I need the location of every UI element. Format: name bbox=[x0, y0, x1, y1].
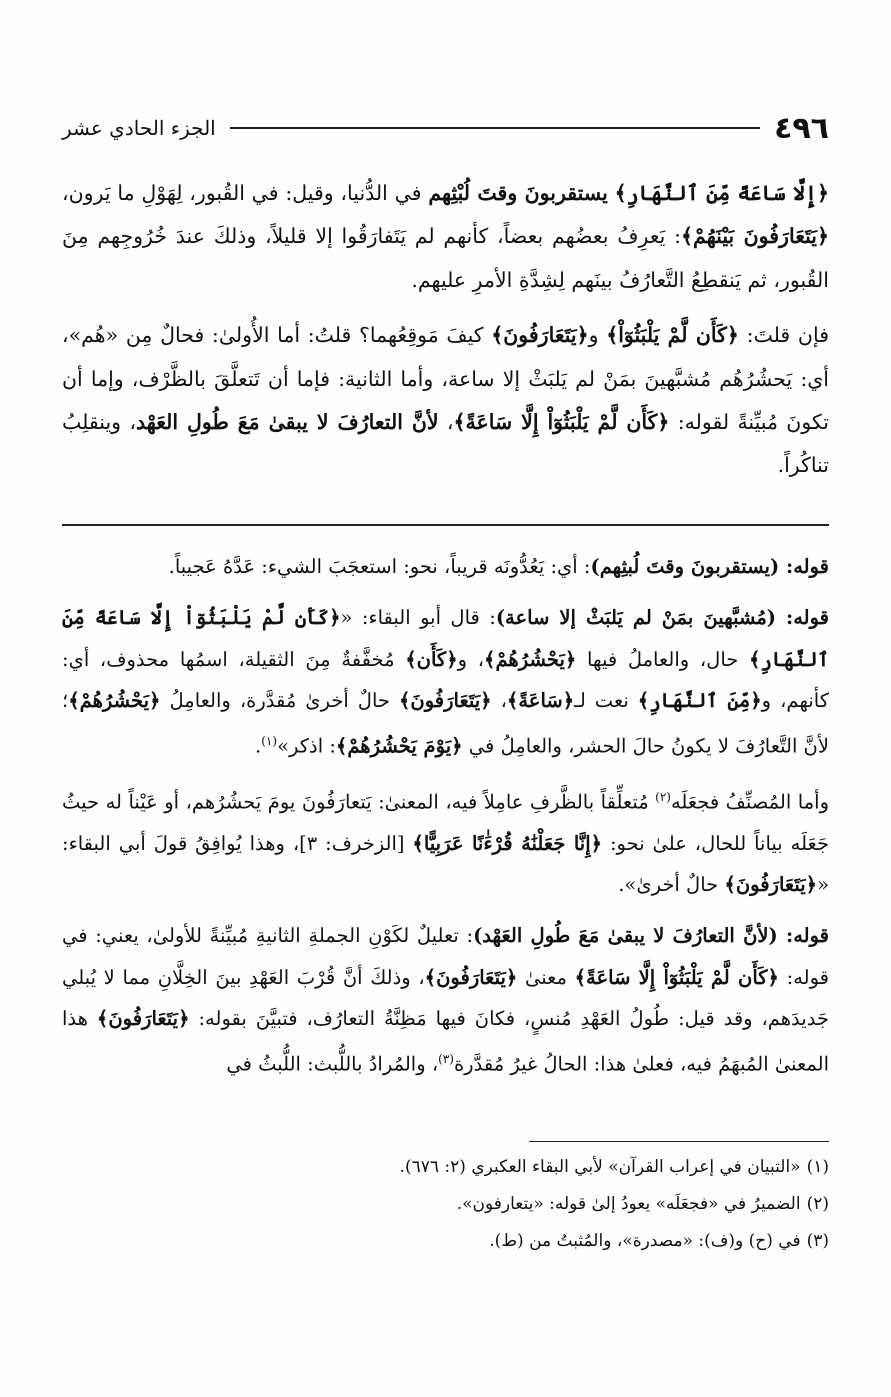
quran-quote: ﴿يَحْشُرُهُمْ﴾ bbox=[484, 647, 577, 671]
text-run: ، و bbox=[457, 647, 485, 671]
text-run: : اذكر» bbox=[277, 734, 336, 758]
quran-quote: ﴿كَأَن لَّمْ يَلْبَثُوٓاْ إِلَّا سَاعَةً مِّنَ ٱلنَّهَارِ﴾ bbox=[62, 606, 829, 671]
quran-quote: ﴿يَتَعَارَفُونَ﴾ bbox=[491, 323, 589, 348]
footnote-ref-2[interactable]: (٢) bbox=[655, 789, 671, 804]
part-title: الجزء الحادي عشر bbox=[62, 116, 216, 140]
footnotes bbox=[62, 1149, 829, 1260]
footnote-number: (٢) bbox=[806, 1194, 829, 1214]
footnote-2 bbox=[62, 1186, 829, 1223]
footnote-text: في (ح) و(ف): «مصدرة»، والمُثبتُ من (ط). bbox=[489, 1231, 801, 1251]
text-run: حالٌ أخرىٰ». bbox=[618, 873, 725, 897]
footnote-number: (٣) bbox=[806, 1231, 829, 1251]
text-run: : قال أبو البقاء: « bbox=[340, 606, 496, 630]
footnote-divider bbox=[529, 1141, 829, 1142]
text-run: في الدُّنيا، وقيل: في القُبور، لِهَوْلِ ما يَرون، bbox=[62, 181, 429, 205]
main-paragraph-2 bbox=[62, 314, 829, 488]
text-run: ، وينقلِبُ تناكُراً. bbox=[62, 410, 829, 478]
text-run: مُتعلِّقاً بالظَّرفِ عامِلاً فيه، المعنىٰ: يَتعارَفُونَ يومَ يَحشُرُهم، أو عَيْناً له حيثُ جَعَلَه بياناً للحال، علىٰ نحو: bbox=[62, 790, 830, 855]
footnote-ref-1[interactable]: (١) bbox=[261, 734, 278, 749]
commentary-paragraph-1 bbox=[62, 546, 829, 587]
text-run: ، والمُرادُ باللُّبث: اللُّبثُ في bbox=[226, 1052, 439, 1076]
text-run: ؛ لأنَّ التَّعارُفَ لا يكونُ حالَ الحشر، والعامِلُ في bbox=[62, 688, 829, 758]
text-run: ، وذلكَ أنَّ قُرْبَ العَهْدِ بينَ الخِلَّانِ مما لا يُبلي جَديدَهم، وقد قيل: طُولُ العَهْدِ مُنسٍ، فكانَ فيها مَظِنَّةُ التعارُف، فتبيَّنَ بقوله: bbox=[62, 965, 830, 1030]
main-text bbox=[62, 172, 829, 500]
footnote-ref-3[interactable]: (٣) bbox=[438, 1052, 454, 1067]
text-run: نعت لـ bbox=[574, 688, 638, 712]
text-run: مُخفَّفةٌ مِنَ الثقيلة، اسمُها محذوف، أي: كأنهم، و bbox=[62, 647, 829, 712]
text-run bbox=[608, 181, 615, 205]
footnote-3 bbox=[62, 1223, 829, 1260]
header-rule bbox=[230, 127, 760, 129]
quran-quote: ﴿سَاعَةً﴾ bbox=[506, 688, 575, 712]
footnote-1 bbox=[62, 1149, 829, 1186]
footnote-text: «التبيان في إعراب القرآن» لأبي البقاء العكبري (٢: ٦٧٦). bbox=[399, 1157, 801, 1177]
footnote-number: (١) bbox=[806, 1157, 829, 1177]
quran-quote: ﴿إِنَّا جَعَلْنَٰهُ قُرْءَٰنًا عَرَبِيًّا﴾ bbox=[412, 831, 603, 855]
text-run: حالٌ أخرىٰ مُقدَّرة، والعامِلُ bbox=[160, 688, 399, 712]
text-run: كيفَ مَوقِعُهما؟ قلتُ: أما الأُولىٰ: فحالٌ مِن «هُم»، أي: يَحشُرُهُم مُشبَّهينَ بمَنْ لم يَلبَثْ إلا ساعة، وأما الثانية: فإما أن تَتعلَّقَ بالظَّرْف، وإما أن تكونَ مُبيِّنةً لقوله: bbox=[62, 323, 829, 435]
commentary-paragraph-2 bbox=[62, 597, 829, 767]
commentary-lead: قوله: (مُشبَّهينَ بمَنْ لم يَلبَثْ إلا ساعة) bbox=[495, 606, 830, 630]
quran-quote: ﴿إِلَّا سَاعَةً مِّنَ ٱلنَّهَارِ﴾ bbox=[614, 181, 829, 205]
text-run: ، bbox=[491, 688, 507, 712]
commentary bbox=[62, 546, 829, 1095]
main-paragraph-1 bbox=[62, 172, 829, 302]
commentary-paragraph-4 bbox=[62, 915, 829, 1085]
quran-quote: ﴿يَحْشُرُهُمْ﴾ bbox=[68, 688, 161, 712]
bold-phrase: لأنَّ التعارُفَ لا يبقىٰ مَعَ طُولِ العَهْد bbox=[136, 410, 439, 435]
text-run: هذا المعنىٰ المُبهَمُ فيه، فعلىٰ هذا: الحالُ غيرُ مُقدَّرة bbox=[62, 1006, 829, 1076]
text-run: فإن قلتَ: bbox=[738, 323, 829, 348]
commentary-lead: قوله: (يستقربونَ وقتَ لُبثِهم) bbox=[590, 555, 829, 578]
quran-quote: ﴿كَأَن﴾ bbox=[405, 647, 458, 671]
text-run: : يَعرِفُ بعضُهم بعضاً، كأنهم لم يَتَفارَقُوا إلا قليلاً، وذلكَ عندَ خُرُوجِهم مِنَ القُبور، ثم يَنقطِعُ التَّعارُفُ بينَهم لِشِدَّةِ الأمرِ عليهم. bbox=[62, 224, 829, 292]
quran-quote: ﴿يَتَعَارَفُونَ﴾ bbox=[96, 1006, 190, 1030]
quran-quote: ﴿يَتَعَارَفُونَ بَيْنَهُمْ﴾ bbox=[681, 224, 829, 249]
quran-quote: ﴿يَتَعَارَفُونَ﴾ bbox=[724, 873, 818, 897]
page-number: ٤٩٦ bbox=[774, 110, 829, 146]
bold-phrase: يستقربونَ وقتَ لُبْثِهم bbox=[428, 181, 608, 205]
quran-quote: ﴿مِّنَ ٱلنَّهَارِ﴾ bbox=[637, 688, 762, 712]
running-header bbox=[62, 108, 829, 148]
quran-quote: ﴿يَتَعَارَفُونَ﴾ bbox=[398, 688, 492, 712]
quran-quote: ﴿كَأَن لَّمْ يَلْبَثُوٓاْ إِلَّا سَاعَةً﴾ bbox=[574, 965, 779, 989]
text-run: وأما المُصنِّفُ فجعَلَه bbox=[670, 790, 829, 814]
text-run: . bbox=[255, 734, 262, 758]
quran-quote: ﴿يَوْمَ يَحْشُرُهُمْ﴾ bbox=[335, 734, 463, 758]
text-run: معنىٰ bbox=[517, 965, 575, 989]
commentary-lead: قوله: (لأنَّ التعارُفَ لا يبقىٰ مَعَ طُولِ العَهْد) bbox=[473, 924, 829, 948]
text-run: حال، والعاملُ فيها bbox=[576, 647, 750, 671]
text-run: : تعليلٌ لكَوْنِ الجملةِ الثانيةِ مُبيِّنةً للأولىٰ، يعني: في قوله: bbox=[62, 924, 829, 989]
commentary-paragraph-3 bbox=[62, 777, 829, 905]
footnote-text: الضميرُ في «فجعَلَه» يعودُ إلىٰ قوله: «يتعارفون». bbox=[456, 1194, 801, 1214]
quran-quote: ﴿كَأَن لَّمْ يَلْبَثُوٓاْ إِلَّا سَاعَةً﴾ bbox=[453, 410, 670, 435]
quran-quote: ﴿يَتَعَارَفُونَ﴾ bbox=[424, 965, 518, 989]
text-run: [الزخرف: ٣]، وهذا يُوافِقُ قولَ أبي البقاء: « bbox=[62, 831, 829, 897]
text-run: و bbox=[588, 323, 607, 348]
quran-quote: ﴿كَأَن لَّمْ يَلْبَثُوٓاْ﴾ bbox=[606, 323, 739, 348]
text-run: ، bbox=[438, 410, 454, 435]
section-divider bbox=[62, 524, 829, 526]
text-run: : أي: يَعُدُّونَه قريباً، نحو: استعجَبَ الشيء: عَدَّهُ عَجيباً. bbox=[168, 555, 591, 578]
